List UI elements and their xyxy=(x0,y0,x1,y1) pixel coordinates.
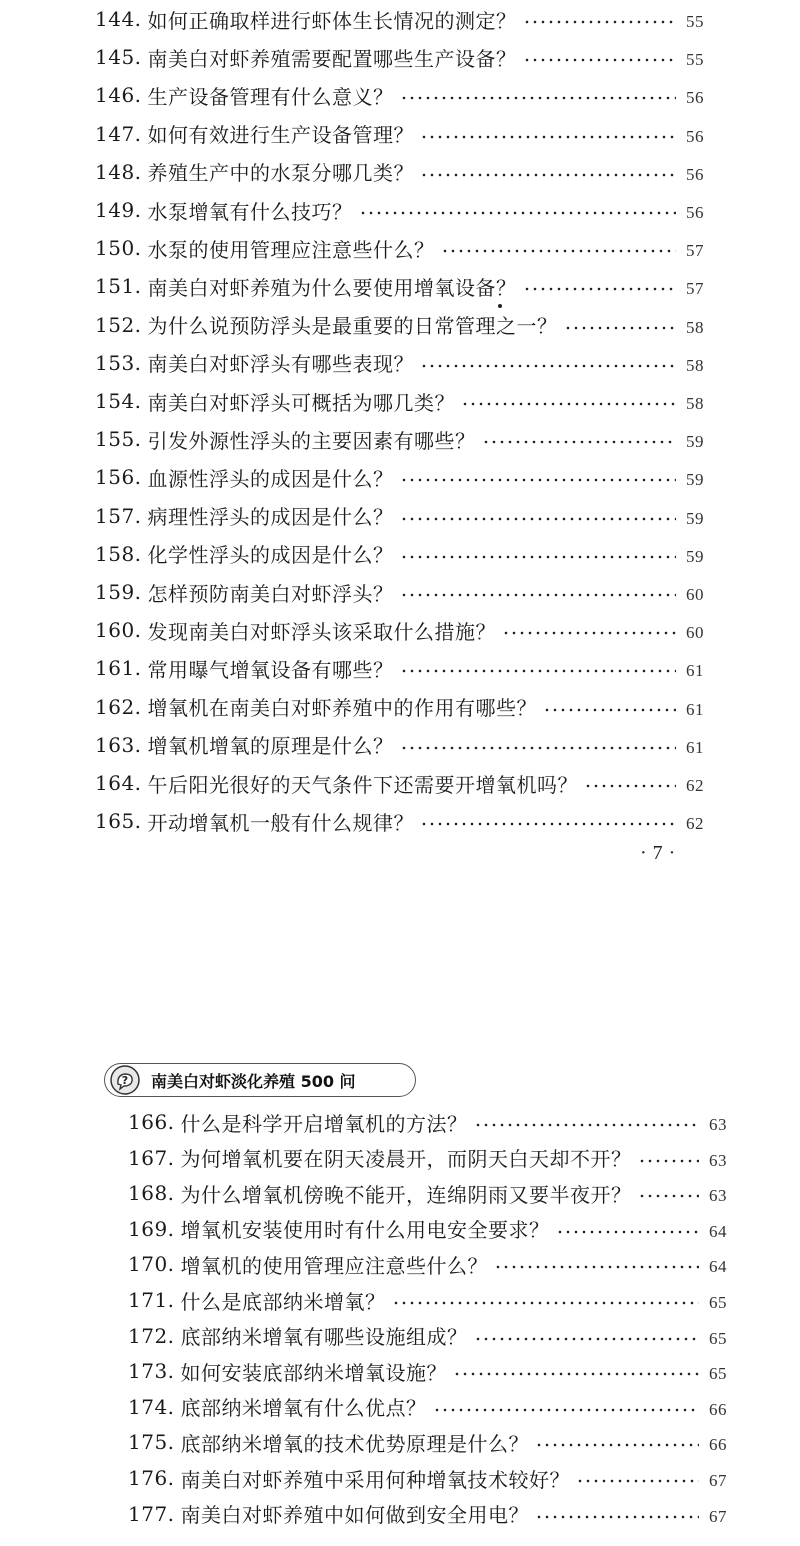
toc-entry xyxy=(95,344,704,382)
dot-leader xyxy=(420,356,676,376)
toc-entry xyxy=(95,420,704,458)
dot-leader xyxy=(400,738,676,758)
toc-entry xyxy=(95,726,704,764)
dot-leader xyxy=(453,1364,699,1384)
dot-leader xyxy=(494,1257,699,1277)
toc-entry xyxy=(95,0,704,38)
dot-leader xyxy=(461,394,676,414)
book-title: 南美白对虾淡化养殖 500 问 xyxy=(151,1071,356,1091)
entry-title: 增氧机安装使用时有什么用电安全要求？ xyxy=(180,1218,550,1243)
entry-page: 64 xyxy=(709,1257,727,1277)
entry-number: 156. xyxy=(95,465,142,490)
entry-page: 55 xyxy=(686,12,704,31)
toc-entry xyxy=(128,1139,727,1177)
entry-title: 增氧机增氧的原理是什么？ xyxy=(147,734,394,759)
toc-entry xyxy=(95,267,704,305)
entry-page: 61 xyxy=(686,737,704,757)
toc-entry xyxy=(128,1281,727,1319)
entry-title: 血源性浮头的成因是什么？ xyxy=(147,466,394,491)
entry-title: 午后阳光很好的天气条件下还需要开增氧机吗？ xyxy=(147,772,579,797)
dot-leader xyxy=(523,12,676,32)
entry-page: 60 xyxy=(686,585,704,604)
entry-page: 67 xyxy=(709,1506,727,1526)
entry-number: 176. xyxy=(128,1466,175,1490)
entry-page: 56 xyxy=(686,203,704,222)
dot-leader xyxy=(543,700,676,720)
toc-entry xyxy=(95,153,704,191)
toc-entry xyxy=(95,115,704,153)
toc-entry xyxy=(128,1174,727,1212)
svg-text:?: ? xyxy=(121,1074,129,1087)
entry-page: 56 xyxy=(686,88,704,108)
entry-page: 66 xyxy=(709,1399,727,1419)
entry-title: 南美白对虾养殖为什么要使用增氧设备？ xyxy=(147,275,517,300)
dot-leader xyxy=(523,279,676,299)
entry-number: 154. xyxy=(95,389,142,413)
entry-title: 为什么说预防浮头是最重要的日常管理之一？ xyxy=(147,314,558,339)
dot-leader xyxy=(638,1151,699,1171)
toc-entry xyxy=(95,191,704,229)
dot-leader xyxy=(556,1222,699,1242)
toc-entry xyxy=(95,458,704,496)
entry-number: 148. xyxy=(95,159,142,184)
toc-entry xyxy=(95,764,704,802)
dot-leader xyxy=(535,1507,699,1527)
entry-page: 63 xyxy=(709,1186,727,1206)
toc-entry xyxy=(95,535,704,573)
toc-entry xyxy=(128,1495,727,1533)
entry-page: 59 xyxy=(686,508,704,528)
entry-title: 常用曝气增氧设备有哪些？ xyxy=(147,657,394,682)
entry-page: 59 xyxy=(686,546,704,566)
toc-entry xyxy=(95,497,704,535)
dot-leader xyxy=(502,623,676,643)
entry-number: 162. xyxy=(95,694,142,719)
entry-page: 61 xyxy=(686,661,704,681)
entry-title: 如何安装底部纳米增氧设施？ xyxy=(180,1360,448,1385)
dot-leader xyxy=(441,241,676,261)
entry-title: 南美白对虾养殖中如何做到安全用电？ xyxy=(180,1503,530,1528)
dot-leader xyxy=(400,585,676,605)
toc-entry xyxy=(128,1210,727,1248)
entry-page: 66 xyxy=(709,1435,727,1455)
entry-page: 59 xyxy=(686,432,704,452)
entry-page: 55 xyxy=(686,50,704,70)
toc-entry xyxy=(128,1423,727,1461)
toc-entry xyxy=(95,229,704,267)
entry-page: 61 xyxy=(686,699,704,719)
entry-title: 发现南美白对虾浮头该采取什么措施？ xyxy=(147,619,497,644)
entry-number: 151. xyxy=(95,274,142,299)
entry-number: 163. xyxy=(95,732,142,757)
entry-number: 150. xyxy=(95,236,142,261)
toc-entry xyxy=(95,802,704,840)
entry-number: 159. xyxy=(95,580,142,604)
toc-entry xyxy=(95,76,704,114)
entry-number: 153. xyxy=(95,350,142,375)
dot-leader xyxy=(474,1329,699,1349)
toc-entry xyxy=(95,649,704,687)
entry-title: 南美白对虾浮头可概括为哪几类？ xyxy=(147,390,456,415)
entry-number: 144. xyxy=(95,7,142,31)
entry-number: 165. xyxy=(95,809,142,834)
toc-entry xyxy=(128,1103,727,1141)
entry-page: 65 xyxy=(709,1328,727,1348)
entry-page: 56 xyxy=(686,164,704,184)
entry-page: 63 xyxy=(709,1150,727,1170)
entry-title: 生产设备管理有什么意义？ xyxy=(147,84,394,109)
entry-page: 65 xyxy=(709,1293,727,1312)
toc-entry xyxy=(128,1388,727,1426)
entry-title: 什么是底部纳米增氧？ xyxy=(180,1289,386,1314)
entry-title: 如何正确取样进行虾体生长情况的测定？ xyxy=(147,8,517,33)
entry-title: 怎样预防南美白对虾浮头？ xyxy=(147,581,394,606)
toc-entry xyxy=(95,611,704,649)
entry-page: 59 xyxy=(686,470,704,490)
entry-number: 168. xyxy=(128,1181,175,1206)
entry-page: 58 xyxy=(686,394,704,413)
entry-page: 62 xyxy=(686,776,704,795)
entry-page: 58 xyxy=(686,355,704,375)
toc-entry xyxy=(95,382,704,420)
entry-title: 南美白对虾养殖中采用何种增氧技术较好？ xyxy=(180,1467,571,1492)
dot-leader xyxy=(420,814,676,834)
dot-leader xyxy=(400,547,676,567)
entry-title: 如何有效进行生产设备管理？ xyxy=(147,123,415,148)
entry-number: 155. xyxy=(95,427,142,452)
dot-leader xyxy=(420,127,676,147)
entry-title: 水泵增氧有什么技巧？ xyxy=(147,199,353,224)
entry-number: 170. xyxy=(128,1252,175,1277)
toc-entry xyxy=(95,38,704,76)
book-title-banner xyxy=(104,1063,416,1097)
entry-title: 养殖生产中的水泵分哪几类？ xyxy=(147,161,415,186)
toc-entry xyxy=(128,1245,727,1283)
entry-number: 174. xyxy=(128,1394,175,1419)
entry-title: 水泵的使用管理应注意些什么？ xyxy=(147,237,435,262)
dot-leader xyxy=(400,88,676,108)
dot-leader xyxy=(482,432,676,452)
toc-entry xyxy=(128,1317,727,1355)
page-number: · 7 · xyxy=(640,842,681,865)
entry-title: 底部纳米增氧有哪些设施组成？ xyxy=(180,1325,468,1350)
ink-dot xyxy=(498,304,502,308)
toc-entry xyxy=(95,306,704,344)
dot-leader xyxy=(420,165,676,185)
entry-page: 57 xyxy=(686,241,704,261)
entry-title: 引发外源性浮头的主要因素有哪些？ xyxy=(147,428,476,453)
entry-number: 147. xyxy=(95,121,142,146)
toc-page-bottom xyxy=(0,900,800,1546)
entry-title: 底部纳米增氧的技术优势原理是什么？ xyxy=(180,1431,530,1456)
entry-page: 64 xyxy=(709,1221,727,1241)
entry-number: 158. xyxy=(95,541,142,566)
entry-title: 开动增氧机一般有什么规律？ xyxy=(147,810,415,835)
dot-leader xyxy=(576,1471,699,1491)
dot-leader xyxy=(474,1115,699,1135)
dot-leader xyxy=(433,1400,699,1420)
entry-title: 底部纳米增氧有什么优点？ xyxy=(180,1396,427,1421)
toc-entry xyxy=(128,1352,727,1390)
entry-number: 164. xyxy=(95,771,142,795)
question-bubble-icon xyxy=(109,1064,141,1096)
entry-number: 161. xyxy=(95,656,142,681)
dot-leader xyxy=(400,509,676,529)
entry-number: 169. xyxy=(128,1216,175,1241)
entry-title: 增氧机在南美白对虾养殖中的作用有哪些？ xyxy=(147,696,538,721)
entry-number: 152. xyxy=(95,312,142,337)
toc-entry xyxy=(95,573,704,611)
dot-leader xyxy=(638,1186,699,1206)
entry-page: 56 xyxy=(686,126,704,146)
entry-page: 60 xyxy=(686,623,704,643)
entry-number: 149. xyxy=(95,198,142,222)
entry-number: 166. xyxy=(128,1110,175,1134)
toc-entry xyxy=(128,1459,727,1497)
entry-number: 177. xyxy=(128,1501,175,1526)
entry-number: 171. xyxy=(128,1288,175,1312)
dot-leader xyxy=(535,1435,699,1455)
entry-number: 175. xyxy=(128,1430,175,1455)
entry-title: 化学性浮头的成因是什么？ xyxy=(147,543,394,568)
entry-page: 63 xyxy=(709,1115,727,1134)
entry-title: 为什么增氧机傍晚不能开，连绵阴雨又要半夜开？ xyxy=(180,1182,632,1207)
dot-leader xyxy=(400,661,676,681)
entry-page: 65 xyxy=(709,1364,727,1384)
entry-number: 145. xyxy=(95,45,142,70)
entry-title: 南美白对虾浮头有哪些表现？ xyxy=(147,352,415,377)
entry-number: 146. xyxy=(95,83,142,108)
dot-leader xyxy=(392,1293,699,1313)
entry-number: 172. xyxy=(128,1323,175,1348)
dot-leader xyxy=(359,203,676,223)
entry-number: 173. xyxy=(128,1359,175,1384)
entry-title: 为何增氧机要在阴天凌晨开，而阴天白天却不开？ xyxy=(180,1147,632,1172)
entry-number: 160. xyxy=(95,618,142,643)
dot-leader xyxy=(564,318,676,338)
toc-entry xyxy=(95,688,704,726)
dot-leader xyxy=(584,776,676,796)
entry-page: 62 xyxy=(686,814,704,834)
entry-number: 167. xyxy=(128,1145,175,1170)
entry-page: 58 xyxy=(686,317,704,337)
entry-title: 南美白对虾养殖需要配置哪些生产设备？ xyxy=(147,46,517,71)
entry-page: 67 xyxy=(709,1471,727,1490)
entry-page: 57 xyxy=(686,279,704,299)
entry-title: 病理性浮头的成因是什么？ xyxy=(147,505,394,530)
dot-leader xyxy=(523,50,676,70)
entry-title: 增氧机的使用管理应注意些什么？ xyxy=(180,1253,489,1278)
entry-number: 157. xyxy=(95,503,142,528)
entry-title: 什么是科学开启增氧机的方法？ xyxy=(180,1111,468,1136)
dot-leader xyxy=(400,470,676,490)
